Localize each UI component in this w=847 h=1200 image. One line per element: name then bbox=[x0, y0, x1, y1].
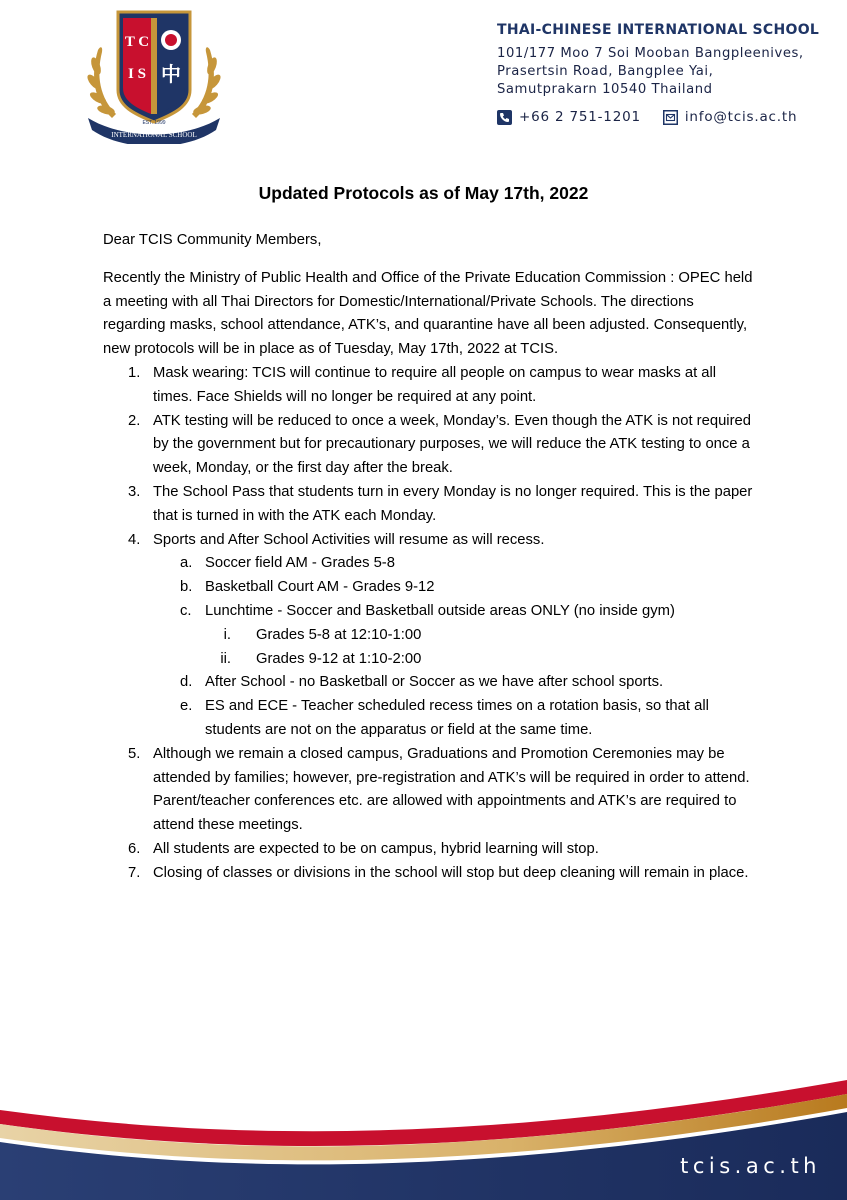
letter-body bbox=[103, 229, 753, 886]
school-logo bbox=[84, 6, 224, 144]
sub-item bbox=[103, 671, 753, 695]
sub-sub-item bbox=[103, 624, 753, 648]
sub-sub-item-mark: i. bbox=[223, 626, 231, 643]
school-name: THAI-CHINESE INTERNATIONAL SCHOOL bbox=[497, 22, 820, 38]
sub-item-mark: d. bbox=[180, 674, 193, 691]
item-text: Although we remain a closed campus, Graduations and Promotion Ceremonies may be attended by families; however, pre-registration and ATK’s will be required in order to attend. Parent/teacher conferences etc. are allowed with appointments and ATK’s are required to attend these meetings. bbox=[153, 745, 750, 834]
sub-item-mark: a. bbox=[180, 555, 193, 572]
sub-item-text: ES and ECE - Teacher scheduled recess times on a rotation basis, so that all students are not on the apparatus or field at the same time. bbox=[205, 698, 709, 738]
sub-sub-item bbox=[103, 648, 753, 672]
contact-row bbox=[497, 109, 797, 125]
sub-sub-item-text: Grades 5-8 at 12:10-1:00 bbox=[256, 626, 422, 643]
sub-item-text: Lunchtime - Soccer and Basketball outside areas ONLY (no inside gym) bbox=[205, 602, 675, 619]
address-line: Samutprakarn 10540 Thailand bbox=[497, 82, 713, 97]
list-item bbox=[103, 862, 753, 886]
item-text: All students are expected to be on campus, hybrid learning will stop. bbox=[153, 840, 599, 857]
intro-paragraph: Recently the Ministry of Public Health and Office of the Private Education Commission : OPEC held a meeting with all Thai Directors for Domestic/International/Private Schools. The directions regarding masks, school attendance, ATK’s, and quarantine have all been adjusted. Consequently, new protocols will be in place as of Tuesday, May 17th, 2022 at TCIS. bbox=[103, 269, 753, 358]
protocol-list bbox=[103, 362, 753, 552]
email-address[interactable]: info@tcis.ac.th bbox=[684, 109, 798, 125]
sub-item-text: Basketball Court AM - Grades 9-12 bbox=[205, 579, 435, 596]
list-item bbox=[103, 529, 753, 553]
svg-text:中: 中 bbox=[161, 62, 181, 86]
item-number: 5. bbox=[128, 745, 141, 762]
email-icon bbox=[663, 110, 678, 125]
address-line: Prasertsin Road, Bangplee Yai, bbox=[497, 64, 714, 79]
sub-item-mark: b. bbox=[180, 579, 193, 596]
sub-list bbox=[103, 552, 753, 742]
salutation: Dear TCIS Community Members, bbox=[103, 232, 322, 248]
svg-text:T C: T C bbox=[124, 34, 150, 50]
item-text: Mask wearing: TCIS will continue to require all people on campus to wear masks at all times. Face Shields will no longer be required at any point. bbox=[153, 364, 717, 405]
item-number: 2. bbox=[128, 412, 141, 429]
sub-item-mark: e. bbox=[180, 698, 193, 715]
sub-sub-item-text: Grades 9-12 at 1:10-2:00 bbox=[256, 650, 422, 667]
item-text: Closing of classes or divisions in the school will stop but deep cleaning will remain in place. bbox=[153, 864, 749, 881]
item-number: 3. bbox=[128, 483, 141, 500]
sub-item-text: After School - no Basketball or Soccer as we have after school sports. bbox=[205, 674, 664, 691]
list-item bbox=[103, 481, 753, 529]
school-info bbox=[497, 22, 819, 99]
item-number: 4. bbox=[128, 531, 141, 548]
protocol-list-continued bbox=[103, 743, 753, 886]
list-item bbox=[103, 410, 753, 481]
sub-item-text: Soccer field AM - Grades 5-8 bbox=[205, 555, 395, 572]
sub-sub-item-mark: ii. bbox=[220, 650, 231, 667]
item-number: 1. bbox=[128, 364, 141, 381]
item-text: ATK testing will be reduced to once a week, Monday’s. Even though the ATK is not required by the government but for precautionary purposes, we will reduce the ATK testing to once a week, Monday, or the first day after the break. bbox=[153, 412, 751, 477]
sub-item bbox=[103, 552, 753, 576]
svg-text:INTERNATIONAL SCHOOL: INTERNATIONAL SCHOOL bbox=[111, 131, 197, 139]
sub-item bbox=[103, 695, 753, 743]
item-number: 7. bbox=[128, 864, 141, 881]
address-line: 101/177 Moo 7 Soi Mooban Bangpleenives, bbox=[497, 46, 804, 61]
sub-item bbox=[103, 600, 753, 624]
phone-icon bbox=[497, 110, 512, 125]
sub-item-mark: c. bbox=[180, 602, 192, 619]
list-item bbox=[103, 362, 753, 410]
phone-number[interactable]: +66 2 751-1201 bbox=[519, 109, 641, 125]
item-text: The School Pass that students turn in every Monday is no longer required. This is the paper that is turned in with the ATK each Monday. bbox=[153, 483, 753, 524]
sub-item bbox=[103, 576, 753, 600]
item-text: Sports and After School Activities will resume as will recess. bbox=[153, 531, 545, 548]
svg-text:I S: I S bbox=[128, 66, 146, 82]
footer-website[interactable]: tcis.ac.th bbox=[680, 1154, 821, 1178]
svg-text:EST. 1999: EST. 1999 bbox=[142, 120, 166, 126]
list-item bbox=[103, 838, 753, 862]
list-item bbox=[103, 743, 753, 838]
item-number: 6. bbox=[128, 840, 141, 857]
page-title: Updated Protocols as of May 17th, 2022 bbox=[258, 183, 589, 203]
